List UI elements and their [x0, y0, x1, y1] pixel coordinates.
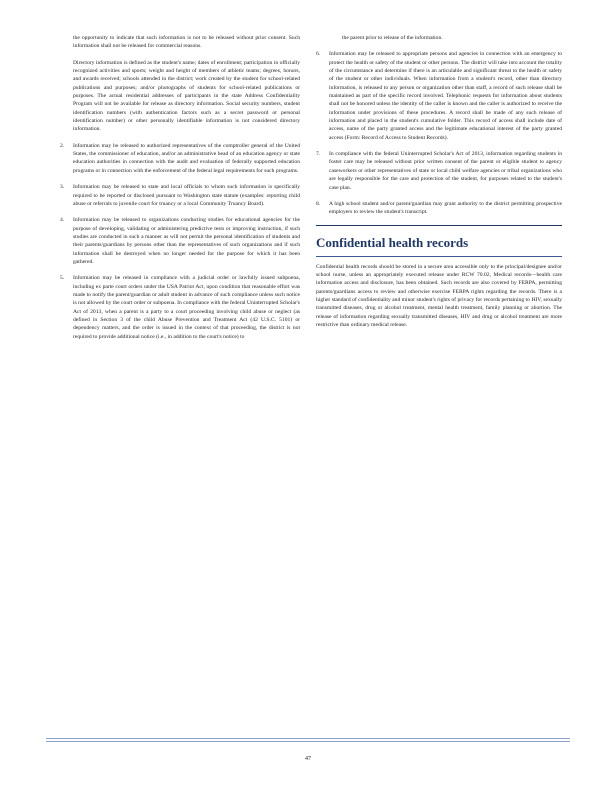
right-column — [316, 34, 562, 329]
item5-continuation: the parent prior to release of the information. — [342, 35, 443, 41]
list-item-4 — [60, 216, 300, 266]
list-item-text: A high school student and/or parent/guardian may grant authority to the district permitting prospective employers to review the student's transcript. — [329, 200, 562, 216]
footer-rule — [46, 738, 570, 739]
list-item-number: 3. — [60, 184, 65, 191]
list-item-text: Information may be released to state and local officials to whom such information is specifically required to be reported or disclosed pursuant to Washington state statute (examples: reporting child abuse or referrals to juvenile court for truancy or a local Community Truancy Board). — [73, 184, 300, 207]
page-number: 47 — [305, 756, 311, 762]
left-column — [60, 34, 300, 349]
health-records-paragraph: Confidential health records should be stored in a secure area accessible only to the principal/designee and/or school nurse, unless an appropriately executed release under RCW 70.02, Medical records—health care information access and disclosure, has been obtained. Such records are also covered by FERPA, permitting parents/guardians access to review and otherwise exercise FERPA rights regarding the records. There is a higher standard of confidentiality and minor student's rights of privacy for records pertaining to HIV, sexually transmitted diseases, drug or alcohol treatment, mental health treatment, family planning or abortion. The release of information regarding sexually transmitted diseases, HIV and drug or alcohol treatment are more restrictive than ordinary medical release. — [316, 263, 562, 328]
list-item-5 — [60, 274, 300, 341]
list-item-7 — [316, 150, 562, 192]
list-item-2 — [60, 142, 300, 175]
intro-continuation: the opportunity to indicate that such information is not to be released without prior consent. Such information shall not be released for commercial reasons. — [73, 35, 300, 50]
list-item-number: 8. — [316, 200, 321, 207]
list-item-number: 5. — [60, 275, 65, 282]
list-item-number: 2. — [60, 142, 65, 149]
list-item-8 — [316, 200, 562, 217]
list-item-number: 7. — [316, 151, 321, 158]
section-title-underline — [316, 256, 562, 257]
list-item-text: Information may be released to authorized representatives of the comptroller general of the United States, the commissioner of education, and/or an administrative head of an education agency or state education authorities in connection with the audit and evaluation of federally supported education programs or in connection with the enforcement of the federal legal requirements for such programs. — [73, 142, 300, 174]
list-item-text: In compliance with the federal Uninterrupted Scholar's Act of 2013, information regarding students in foster care may be released without prior written consent of the parent or eligible student to agency caseworkers or other representatives of state or local child welfare agencies or tribal organizations who are legally responsible for the care and protection of the student, for purposes related to the student's case plan. — [329, 151, 562, 191]
list-item-3 — [60, 183, 300, 208]
list-item-text: Information may be released in compliance with a judicial order or lawfully issued subpoena, including ex parte court orders under the USA Patriot Act, upon condition that reasonable effort was made to notify the parent/guardian or adult student in advance of such compliance unless such notice is not allowed by the court order or subpoena. In compliance with the federal Uninterrupted Scholar's Act of 2013, when a parent is a party to a court proceeding involving child abuse or neglect (as defined in Section 3 of the child Abuse Prevention and Treatment Act (42 U.S.C. 5101) or dependency matters, and the order is issued in the context of that proceeding, the district is not required to provide additional notice (i.e., in addition to the court's notice) to — [73, 275, 300, 340]
list-item-text: Information may be released to appropriate persons and agencies in connection with an emergency to protect the health or safety of the student or other persons. The district will take into account the totality of the circumstance and determine if there is an articulable and significant threat to the health or safety of the student or other individuals. When information from a student's record, other than directory information, is released to any person or organization other than staff, a record of such release shall be maintained as part of the specific record involved. Telephonic requests for information about students shall not be honored unless the identity of the caller is known and the caller is authorized to receive the information under provisions of these procedures. A record shall be made of any such release of information and placed in the student's cumulative folder. This record of access shall include date of access, name of the party granted access and the legitimate educational interest of the party granted access (Form: Record of Access to Student Records). — [329, 51, 562, 141]
list-item-number: 6. — [316, 51, 321, 58]
section-title: Confidential health records — [316, 225, 562, 256]
list-item-6 — [316, 50, 562, 142]
list-item-number: 4. — [60, 217, 65, 224]
footer-rule — [46, 741, 570, 742]
list-item-text: Information may be released to organizations conducting studies for educational agencies for the purpose of developing, validating or administering predictive tests or improving instruction, if such studies are conducted in such a manner as will not permit the personal identification of students and their parents/guardians by persons other than the representatives of such organizations and if such information shall be destroyed when no longer needed for the purpose for which it has been gathered. — [73, 217, 300, 265]
directory-information-paragraph: Directory information is defined as the student's name; dates of enrollment; participation in officially recognized activities and sports; weight and height of members of athletic teams; degrees, honors, and awards received; schools attended in the district; work created by the student for school-related publications and purposes; and/or photographs of students for school-related publications or purposes. The actual residential addresses of participants in the state Address Confidentiality Program will not be available for release as directory information. Social security numbers, student identification numbers (with authentication factors such as a secret password or personal identification number) or other personally identifiable information is not considered directory information. — [73, 59, 300, 133]
